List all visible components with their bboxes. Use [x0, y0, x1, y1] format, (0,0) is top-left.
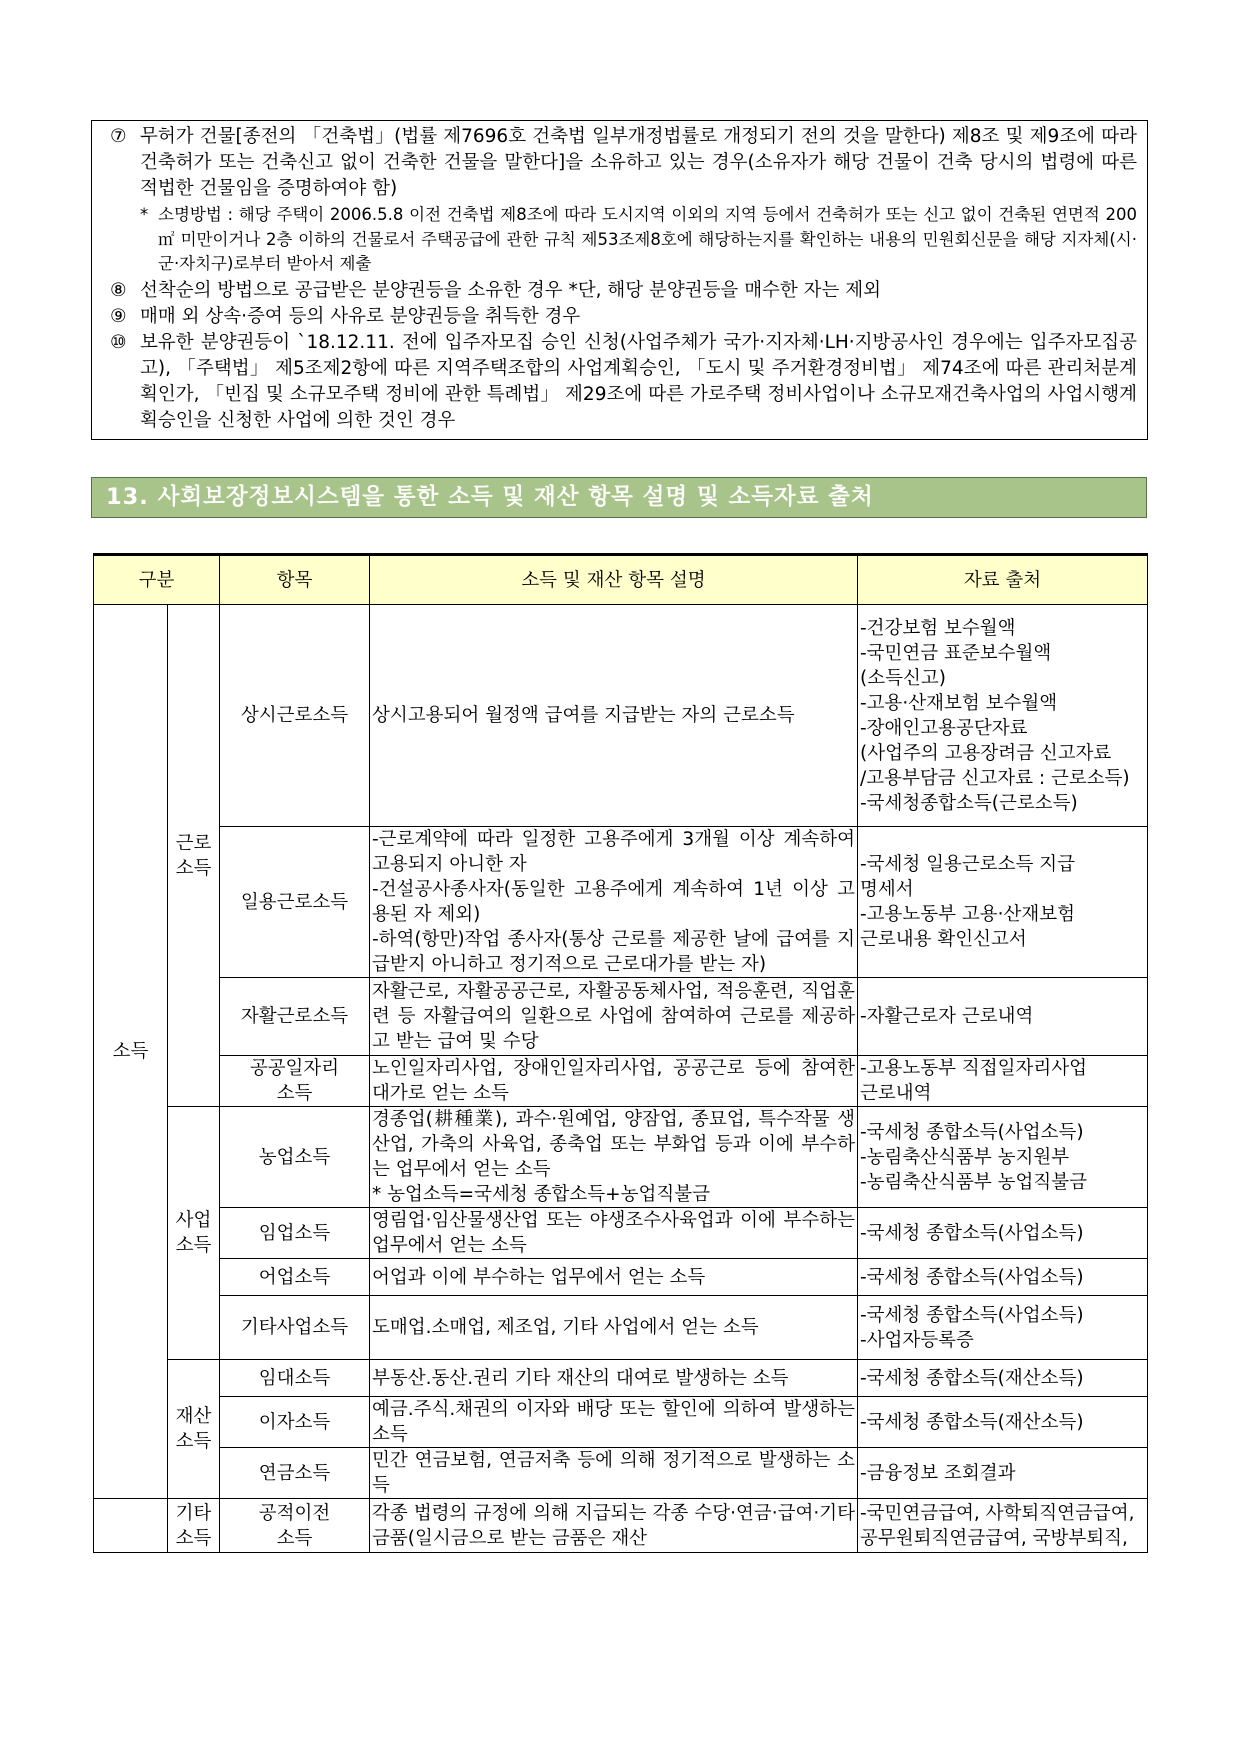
source-cell: [858, 1107, 1148, 1208]
source-cell: [858, 1296, 1148, 1360]
source-line: 명세서: [860, 879, 914, 900]
desc-cell: [370, 978, 858, 1056]
item-cell: 임대소득: [220, 1360, 370, 1397]
condition-9: [110, 304, 1137, 330]
source-line: -국세청 종합소득(재산소득): [860, 1367, 1084, 1389]
item-cell: 상시근로소득: [220, 605, 370, 827]
source-line: -자활근로자 근로내역: [860, 1006, 1034, 1027]
desc-line: 부동산.동산.권리 기타 재산의 대여로 발생하는 소득: [372, 1367, 789, 1389]
desc-line: * 농업소득=국세청 종합소득+농업직불금: [372, 1184, 710, 1205]
source-line: -국세청 종합소득(사업소득): [860, 1304, 1084, 1326]
item-cell: 공적이전 소득: [220, 1499, 370, 1553]
item-cell: 자활근로소득: [220, 978, 370, 1056]
table-row: [94, 978, 1148, 1056]
table-row: [94, 605, 1148, 827]
desc-line: 상시고용되어 월정액 급여를 지급받는 자의 근로소득: [372, 705, 795, 726]
table-row: [94, 1360, 1148, 1397]
desc-line: 노인일자리사업, 장애인일자리사업, 공공근로 등에 참여한 대가로 얻는 소득: [372, 1058, 855, 1104]
desc-cell: [370, 605, 858, 827]
header-desc: 소득 및 재산 항목 설명: [370, 555, 858, 605]
group-cell-other: 기타 소득: [168, 1499, 220, 1553]
source-cell: [858, 978, 1148, 1056]
table-row: [94, 1259, 1148, 1296]
desc-line: 어업과 이에 부수하는 업무에서 얻는 소득: [372, 1266, 706, 1288]
table-row: [94, 1397, 1148, 1448]
desc-line: 자활근로, 자활공공근로, 자활공동체사업, 적응훈련, 직업훈련 등 자활급여의 일환으로 사업에 참여하여 근로를 제공하고 받는 급여 및 수당: [372, 981, 855, 1052]
source-line: -장애인고용공단자료: [860, 717, 1028, 739]
source-line: -고용노동부 직접일자리사업: [860, 1058, 1088, 1079]
group-cell-business: 사업 소득: [168, 1107, 220, 1360]
desc-cell: [370, 1448, 858, 1499]
source-line: -고용노동부 고용·산재보험: [860, 904, 1076, 925]
source-line: 근로내용 확인신고서: [860, 929, 1027, 950]
source-cell: [858, 1259, 1148, 1296]
desc-line: -근로계약에 따라 일정한 고용주에게 3개월 이상 계속하여 고용되지 아니한 자: [372, 829, 855, 875]
source-cell: [858, 1397, 1148, 1448]
desc-cell: [370, 1259, 858, 1296]
main-category-cell: 소득: [94, 605, 168, 1499]
source-line: -국세청 종합소득(사업소득): [860, 1266, 1084, 1288]
desc-line: 각종 법령의 규정에 의해 지급되는 각종 수당·연금·급여·기타금품(일시금으로 받는 금품은 재산: [372, 1502, 855, 1549]
source-line: (사업주의 고용장려금 신고자료: [860, 742, 1112, 764]
desc-line: 도매업.소매업, 제조업, 기타 사업에서 얻는 소득: [372, 1317, 759, 1338]
note-text: 소명방법 : 해당 주택이 2006.5.8 이전 건축법 제8조에 따라 도시지역 이외의 지역 등에서 건축허가 또는 신고 없이 건축된 연면적 200㎡ 미만이거나 2층 이하의 건물로서 주택공급에 관한 규칙 제53조제8호에 해당하는지를 확인하는 내용의 민원회신문을 해당 지자체(시·군·자치구)로부터 받아서 제출: [158, 205, 1137, 273]
table-row: [94, 1208, 1148, 1259]
table-row: [94, 827, 1148, 978]
table-row: [94, 1296, 1148, 1360]
desc-line: -건설공사종사자(동일한 고용주에게 계속하여 1년 이상 고용된 자 제외): [372, 879, 855, 925]
desc-cell: [370, 1056, 858, 1107]
main-category-blank: [94, 1499, 168, 1553]
source-line: -고용·산재보험 보수월액: [860, 692, 1058, 714]
source-cell: [858, 827, 1148, 978]
condition-text: 보유한 분양권등이 `18.12.11. 전에 입주자모집 승인 신청(사업주체가 국가·지자체·LH·지방공사인 경우에는 입주자모집공고), 「주택법」 제5조제2항에 따른 지역주택조합의 사업계획승인, 「도시 및 주거환경정비법」 제74조에 따른 관리처분계획인가, 「빈집 및 소규모주택 정비에 관한 특례법」 제29조에 따른 가로주택 정비사업이나 소규모재건축사업의 사업시행계획승인을 신청한 사업에 의한 것인 경우: [140, 331, 1137, 431]
condition-text: 선착순의 방법으로 공급받은 분양권등을 소유한 경우 *단, 해당 분양권등을 매수한 자는 제외: [140, 279, 882, 301]
item-cell: 공공일자리 소득: [220, 1056, 370, 1107]
source-line: /고용부담금 신고자료 : 근로소득): [860, 767, 1130, 789]
table-row: [94, 1499, 1148, 1553]
desc-cell: [370, 1296, 858, 1360]
source-line: -사업자등록증: [860, 1329, 974, 1351]
group-cell-labor: 근로 소득: [168, 605, 220, 1107]
section-heading: 13. 사회보장정보시스템을 통한 소득 및 재산 항목 설명 및 소득자료 출처: [91, 477, 1147, 518]
desc-cell: [370, 1397, 858, 1448]
item-cell: 일용근로소득: [220, 827, 370, 978]
source-line: -금융정보 조회결과: [860, 1462, 1016, 1484]
group-cell-property: 재산 소득: [168, 1360, 220, 1499]
source-line: (소득신고): [860, 667, 946, 689]
condition-number: ⑦: [110, 126, 127, 147]
source-line: -국세청 종합소득(재산소득): [860, 1411, 1084, 1433]
condition-text: 매매 외 상속·증여 등의 사유로 분양권등을 취득한 경우: [140, 305, 581, 327]
source-line: -국세청 일용근로소득 지급: [860, 854, 1076, 875]
source-line: -농림축산식품부 농지원부: [860, 1146, 1070, 1168]
desc-line: 민간 연금보험, 연금저축 등에 의해 정기적으로 발생하는 소득: [372, 1450, 855, 1496]
condition-number: ⑨: [110, 305, 127, 327]
header-category: 구분: [94, 555, 220, 605]
item-cell: 연금소득: [220, 1448, 370, 1499]
source-line: -국민연금급여, 사학퇴직연금급여,: [860, 1502, 1135, 1524]
item-cell: 어업소득: [220, 1259, 370, 1296]
condition-note: [110, 202, 1137, 278]
source-line: -건강보험 보수월액: [860, 617, 1016, 639]
source-cell: [858, 1360, 1148, 1397]
note-marker: *: [140, 205, 149, 224]
condition-text: 무허가 건물[종전의 「건축법」(법률 제7696호 건축법 일부개정법률로 개정되기 전의 것을 말한다) 제8조 및 제9조에 따라 건축허가 또는 건축신고 없이 건축한 건물을 말한다]을 소유하고 있는 경우(소유자가 해당 건물이 건축 당시의 법령에 따른 적법한 건물임을 증명하여야 함): [140, 126, 1137, 199]
source-cell: [858, 1208, 1148, 1259]
condition-10: [110, 330, 1137, 434]
item-cell: 이자소득: [220, 1397, 370, 1448]
desc-line: 경종업(耕種業), 과수·원예업, 양잠업, 종묘업, 특수작물 생산업, 가축의 사육업, 종축업 또는 부화업 등과 이에 부수하는 업무에서 얻는 소득: [372, 1109, 855, 1180]
table-header-row: [94, 555, 1148, 605]
conditions-box: [91, 120, 1148, 440]
desc-line: -하역(항만)작업 종사자(통상 근로를 제공한 날에 급여를 지급받지 아니하고 정기적으로 근로대가를 받는 자): [372, 929, 855, 975]
desc-cell: [370, 1208, 858, 1259]
source-line: -국민연금 표준보수월액: [860, 642, 1052, 664]
source-line: -국세청 종합소득(사업소득): [860, 1222, 1084, 1244]
source-cell: [858, 605, 1148, 827]
condition-number: ⑩: [110, 331, 127, 353]
item-cell: 농업소득: [220, 1107, 370, 1208]
income-table: [93, 553, 1148, 1553]
desc-cell: [370, 1360, 858, 1397]
condition-number: ⑧: [110, 279, 127, 301]
condition-8: [110, 278, 1137, 304]
item-cell: 기타사업소득: [220, 1296, 370, 1360]
desc-line: 예금.주식.채권의 이자와 배당 또는 할인에 의하여 발생하는 소득: [372, 1399, 855, 1445]
source-line: -국세청 종합소득(사업소득): [860, 1121, 1084, 1143]
source-line: -국세청종합소득(근로소득): [860, 792, 1078, 814]
source-cell: [858, 1499, 1148, 1553]
source-cell: [858, 1448, 1148, 1499]
table-row: [94, 1056, 1148, 1107]
desc-line: 영림업·임산물생산업 또는 야생조수사육업과 이에 부수하는 업무에서 얻는 소득: [372, 1210, 855, 1256]
table-row: [94, 1448, 1148, 1499]
source-line: 근로내역: [860, 1083, 932, 1104]
source-line: -농림축산식품부 농업직불금: [860, 1171, 1088, 1193]
condition-7: [110, 124, 1137, 202]
header-source: 자료 출처: [858, 555, 1148, 605]
source-line: 공무원퇴직연금급여, 국방부퇴직,: [860, 1527, 1128, 1549]
table-row: [94, 1107, 1148, 1208]
desc-cell: [370, 1107, 858, 1208]
item-cell: 임업소득: [220, 1208, 370, 1259]
header-item: 항목: [220, 555, 370, 605]
source-cell: [858, 1056, 1148, 1107]
desc-cell: [370, 1499, 858, 1553]
desc-cell: [370, 827, 858, 978]
